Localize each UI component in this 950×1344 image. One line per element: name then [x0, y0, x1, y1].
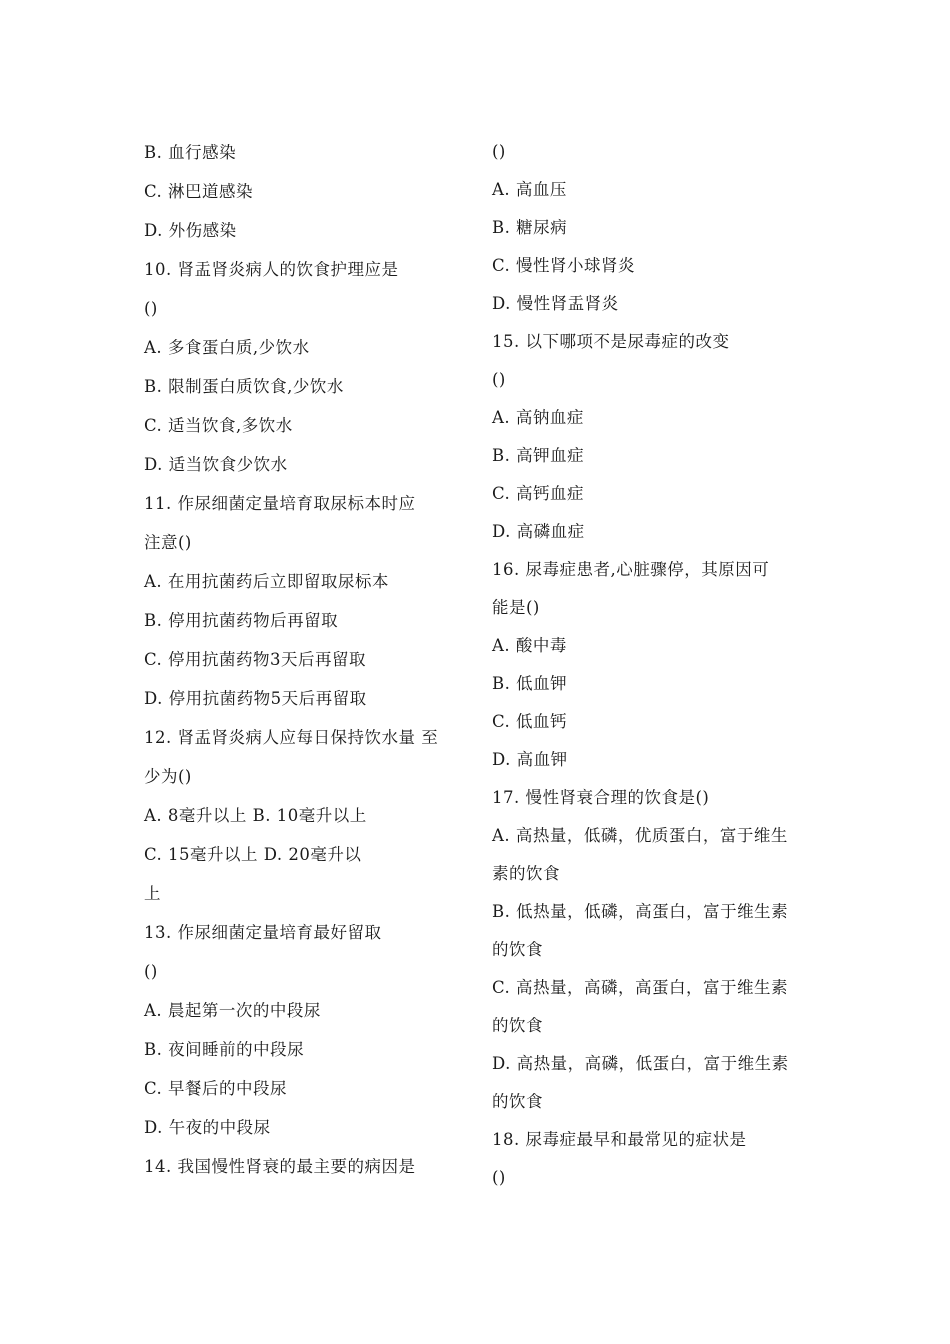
- text-line: 注意(): [144, 533, 192, 552]
- option-c: C. 早餐后的中段尿: [144, 1079, 288, 1098]
- text-line: D. 外伤感染: [144, 221, 237, 240]
- option-d: D. 高磷血症: [492, 522, 585, 541]
- question-15: 15. 以下哪项不是尿毒症的改变: [492, 332, 730, 351]
- option-cd: C. 15毫升以上 D. 20毫升以: [144, 845, 362, 864]
- text-line: 的饮食: [492, 1092, 543, 1111]
- text-line: (): [492, 370, 506, 389]
- option-a: A. 高血压: [492, 180, 567, 199]
- text-line: 上: [144, 884, 161, 903]
- option-d: D. 停用抗菌药物5天后再留取: [144, 689, 367, 708]
- option-c: C. 适当饮食,多饮水: [144, 416, 293, 435]
- question-13: 13. 作尿细菌定量培育最好留取: [144, 923, 382, 942]
- option-b: B. 低热量，低磷，高蛋白，富于维生素: [492, 902, 789, 921]
- option-c: C. 停用抗菌药物3天后再留取: [144, 650, 367, 669]
- option-d: D. 高血钾: [492, 750, 568, 769]
- option-d: D. 适当饮食少饮水: [144, 455, 288, 474]
- option-a: A. 高热量，低磷，优质蛋白，富于维生: [492, 826, 788, 845]
- question-12: 12. 肾盂肾炎病人应每日保持饮水量 至: [144, 728, 439, 747]
- text-line: 的饮食: [492, 1016, 543, 1035]
- option-b: B. 低血钾: [492, 674, 568, 693]
- question-18: 18. 尿毒症最早和最常见的症状是: [492, 1130, 747, 1149]
- option-b: B. 高钾血症: [492, 446, 585, 465]
- text-line: 能是(): [492, 598, 540, 617]
- question-17: 17. 慢性肾衰合理的饮食是(): [492, 788, 710, 807]
- text-line: (): [144, 299, 158, 318]
- option-a: A. 晨起第一次的中段尿: [144, 1001, 321, 1020]
- option-a: A. 高钠血症: [492, 408, 584, 427]
- option-b: B. 糖尿病: [492, 218, 568, 237]
- option-b: B. 限制蛋白质饮食,少饮水: [144, 377, 344, 396]
- option-c: C. 慢性肾小球肾炎: [492, 256, 636, 275]
- text-line: (): [492, 142, 506, 161]
- left-column: [144, 133, 464, 1186]
- text-line: (): [144, 962, 158, 981]
- text-line: B. 血行感染: [144, 143, 237, 162]
- question-14: 14. 我国慢性肾衰的最主要的病因是: [144, 1157, 416, 1176]
- option-b: B. 停用抗菌药物后再留取: [144, 611, 339, 630]
- option-a: A. 在用抗菌药后立即留取尿标本: [144, 572, 389, 591]
- question-11: 11. 作尿细菌定量培育取尿标本时应: [144, 494, 416, 513]
- option-c: C. 低血钙: [492, 712, 568, 731]
- right-column: [492, 133, 822, 1197]
- question-10: 10. 肾盂肾炎病人的饮食护理应是: [144, 260, 399, 279]
- text-line: (): [492, 1168, 506, 1187]
- option-a: A. 多食蛋白质,少饮水: [144, 338, 310, 357]
- option-d: D. 午夜的中段尿: [144, 1118, 271, 1137]
- text-line: 少为(): [144, 767, 192, 786]
- option-d: D. 慢性肾盂肾炎: [492, 294, 619, 313]
- option-c: C. 高热量，高磷，高蛋白，富于维生素: [492, 978, 789, 997]
- option-a: A. 酸中毒: [492, 636, 567, 655]
- text-line: 素的饮食: [492, 864, 560, 883]
- option-ab: A. 8毫升以上 B. 10毫升以上: [144, 806, 367, 825]
- question-16: 16. 尿毒症患者,心脏骤停，其原因可: [492, 560, 770, 579]
- option-b: B. 夜间睡前的中段尿: [144, 1040, 305, 1059]
- text-line: 的饮食: [492, 940, 543, 959]
- text-line: C. 淋巴道感染: [144, 182, 254, 201]
- option-d: D. 高热量，高磷，低蛋白，富于维生素: [492, 1054, 789, 1073]
- option-c: C. 高钙血症: [492, 484, 585, 503]
